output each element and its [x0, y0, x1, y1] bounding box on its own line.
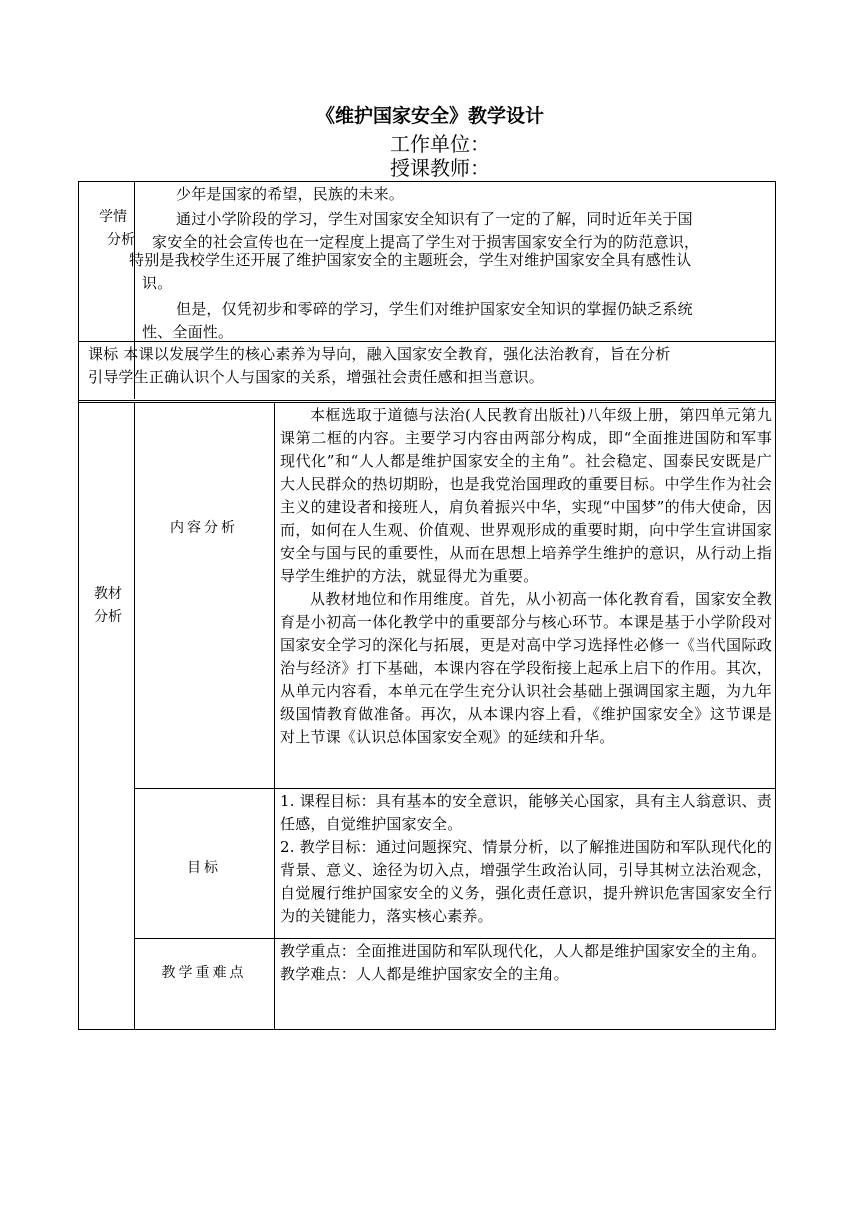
table-border-left: [78, 181, 79, 1030]
teacher-label: 授课教师：: [390, 156, 490, 180]
key-points-text: [280, 940, 772, 986]
row-divider: [134, 938, 776, 939]
student-analysis-content-cont: [129, 249, 779, 272]
goal-item: 1. 课程目标：具有基本的安全意识，能够关心国家，具有主人翁意识、责任感，自觉维护国家安全。: [280, 792, 772, 833]
goal-item: 2. 教学目标：通过问题探究、情景分析，以了解推进国防和军队现代化的背景、意义、途径为切入点，增强学生政治认同，引导其树立法治观念，自觉履行维护国家安全的义务，强化责任意识，提升辨识危害国家安全行为的关键能力，落实核心素养。: [280, 838, 772, 925]
student-analysis-content: [146, 183, 772, 231]
row-divider: [78, 400, 776, 401]
row-divider: [78, 402, 776, 403]
paragraph: 通过小学阶段的学习，学生对国家安全知识有了一定的了解，同时近年关于国: [176, 210, 693, 228]
column-divider: [134, 402, 135, 1029]
curriculum-line-2: 引导学生正确认识个人与国家的关系，增强社会责任感和担当意识。: [88, 368, 545, 386]
paragraph: 从教材地位和作用维度。首先，从小初高一体化教育看，国家安全教育是小初高一体化教学中的重要部分与核心环节。本课是基于小学阶段对国家安全学习的深化与拓展，更是对高中学习选择性必修一《当代国际政治与经济》打下基础，本课内容在学段衔接上起承上启下的作用。其次，从单元内容看，本单元在学生充分认识社会基础上强调国家主题，为九年级国情教育做准备。再次，从本课内容上看，《维护国家安全》这节课是对上节课《认识总体国家安全观》的延续和升华。: [280, 590, 772, 746]
paragraph-line: 家安全的社会宣传也在一定程度上提高了学生对于损害国家安全行为的防范意识，: [152, 233, 700, 251]
paragraph-line: 识。: [142, 274, 173, 292]
student-analysis-content-cont: [142, 272, 768, 295]
student-analysis-label: 学情: [99, 209, 127, 225]
paragraph: 本框选取于道德与法治(人民教育出版社)八年级上册，第四单元第九课第二框的内容。主要学习内容由两部分构成，即“全面推进国防和军事现代化”和“人人都是维护国家安全的主角”。社会稳定、国泰民安既是广大人民群众的热切期盼，也是我党治国理政的重要目标。中学生作为社会主义的建设者和接班人，肩负着振兴中华，实现“中国梦”的伟大使命，因而，如何在人生观、价值观、世界观形成的重要时期，向中学生宣讲国家安全与国与民的重要性，从而在思想上培养学生维护的意识，从行动上指导学生维护的方法，就显得尤为重要。: [280, 406, 772, 585]
key-point-difficulty: 教学难点：人人都是维护国家安全的主角。: [280, 965, 569, 983]
paragraph: 少年是国家的希望，民族的未来。: [176, 185, 405, 203]
key-points-label: 教学重难点: [161, 965, 247, 981]
work-unit-label: 工作单位：: [390, 132, 490, 156]
textbook-analysis-label: 教材 分析: [94, 586, 122, 625]
content-analysis-text: [280, 404, 772, 749]
student-analysis-content-cont: [142, 321, 768, 344]
paragraph-line: 性、全面性。: [142, 323, 234, 341]
paragraph-line: 但是，仅凭初步和零碎的学习，学生们对维护国家安全知识的掌握仍缺乏系统: [176, 300, 693, 318]
row-divider: [134, 788, 776, 789]
goals-label: 目标: [187, 860, 221, 876]
content-analysis-label: 内容分析: [170, 520, 238, 536]
curriculum-label: 课标: [88, 345, 119, 363]
student-analysis-label-2: 分析: [107, 232, 135, 248]
key-point-focus: 教学重点：全面推进国防和军队现代化，人人都是维护国家安全的主角。: [280, 942, 767, 960]
table-border-top: [78, 181, 776, 182]
document-title: 《维护国家安全》教学设计: [315, 105, 544, 127]
curriculum-content: [88, 343, 778, 389]
column-divider: [274, 402, 275, 1029]
table-border-bottom: [78, 1029, 776, 1030]
paragraph-line: 特别是我校学生还开展了维护国家安全的主题班会，学生对维护国家安全具有感性认: [129, 251, 692, 269]
goals-text: [280, 790, 772, 928]
curriculum-line: 课标 本课以发展学生的核心素养为导向，融入国家安全教育，强化法治教育，旨在分析: [88, 345, 671, 363]
student-analysis-content-cont: [176, 298, 776, 321]
